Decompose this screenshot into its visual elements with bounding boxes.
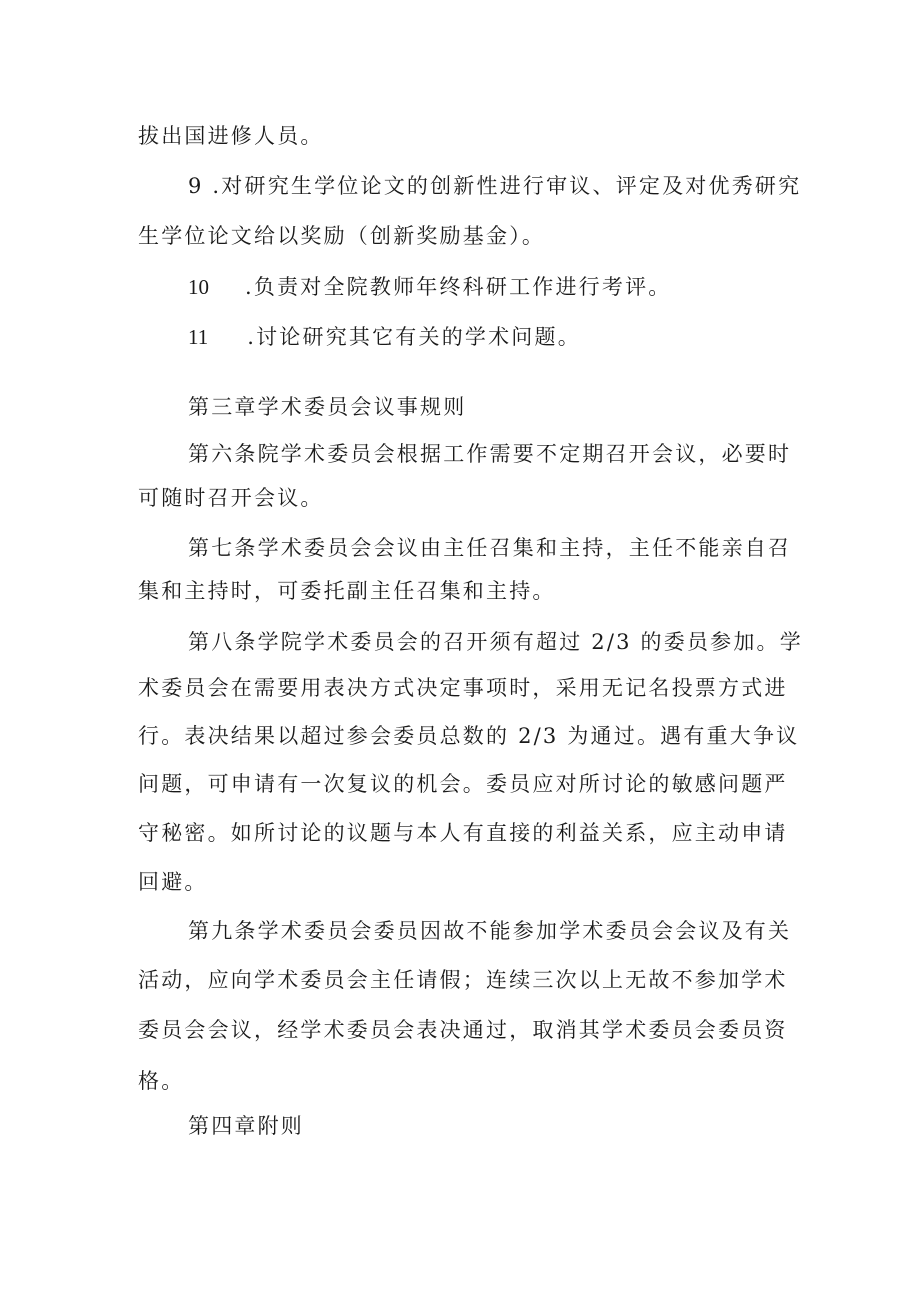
item-11-text: .讨论研究其它有关的学术问题。 — [247, 325, 581, 349]
item-11-number: 11 — [188, 325, 209, 349]
article-8-line-6: 回避。 — [138, 870, 208, 894]
paragraph-line: 拔出国进修人员。 — [138, 124, 324, 148]
item-10-number: 10 — [188, 275, 209, 299]
article-8-line-1: 第八条学院学术委员会的召开须有超过 2/3 的委员参加。学 — [188, 630, 803, 654]
chapter-4-heading: 第四章附则 — [188, 1114, 304, 1138]
item-9-line-1: 9 .对研究生学位论文的创新性进行审议、评定及对优秀研究 — [188, 174, 802, 198]
article-6-line-2: 可随时召开会议。 — [138, 486, 324, 510]
item-10-text: .负责对全院教师年终科研工作进行考评。 — [245, 275, 672, 299]
article-8-line-3: 行。表决结果以超过参会委员总数的 2/3 为通过。遇有重大争议 — [138, 724, 800, 748]
chapter-3-heading: 第三章学术委员会议事规则 — [188, 395, 467, 419]
item-10 — [188, 273, 671, 301]
article-9-line-4: 格。 — [138, 1069, 185, 1093]
item-11 — [188, 323, 581, 351]
article-9-line-1: 第九条学术委员会委员因故不能参加学术委员会会议及有关 — [188, 919, 792, 943]
article-7-line-1: 第七条学术委员会会议由主任召集和主持，主任不能亲自召 — [188, 536, 792, 560]
item-9-line-2: 生学位论文给以奖励（创新奖励基金）。 — [138, 224, 546, 248]
article-8-line-4: 问题，可申请有一次复议的机会。委员应对所讨论的敏感问题严 — [138, 772, 788, 796]
article-7-line-2: 集和主持时，可委托副主任召集和主持。 — [138, 579, 556, 603]
article-8-line-5: 守秘密。如所讨论的议题与本人有直接的利益关系，应主动申请 — [138, 821, 788, 845]
article-9-line-3: 委员会会议，经学术委员会表决通过，取消其学术委员会委员资 — [138, 1018, 788, 1042]
article-9-line-2: 活动，应向学术委员会主任请假；连续三次以上无故不参加学术 — [138, 968, 788, 992]
article-8-line-2: 术委员会在需要用表决方式决定事项时，采用无记名投票方式进 — [138, 676, 788, 700]
article-6-line-1: 第六条院学术委员会根据工作需要不定期召开会议，必要时 — [188, 442, 792, 466]
